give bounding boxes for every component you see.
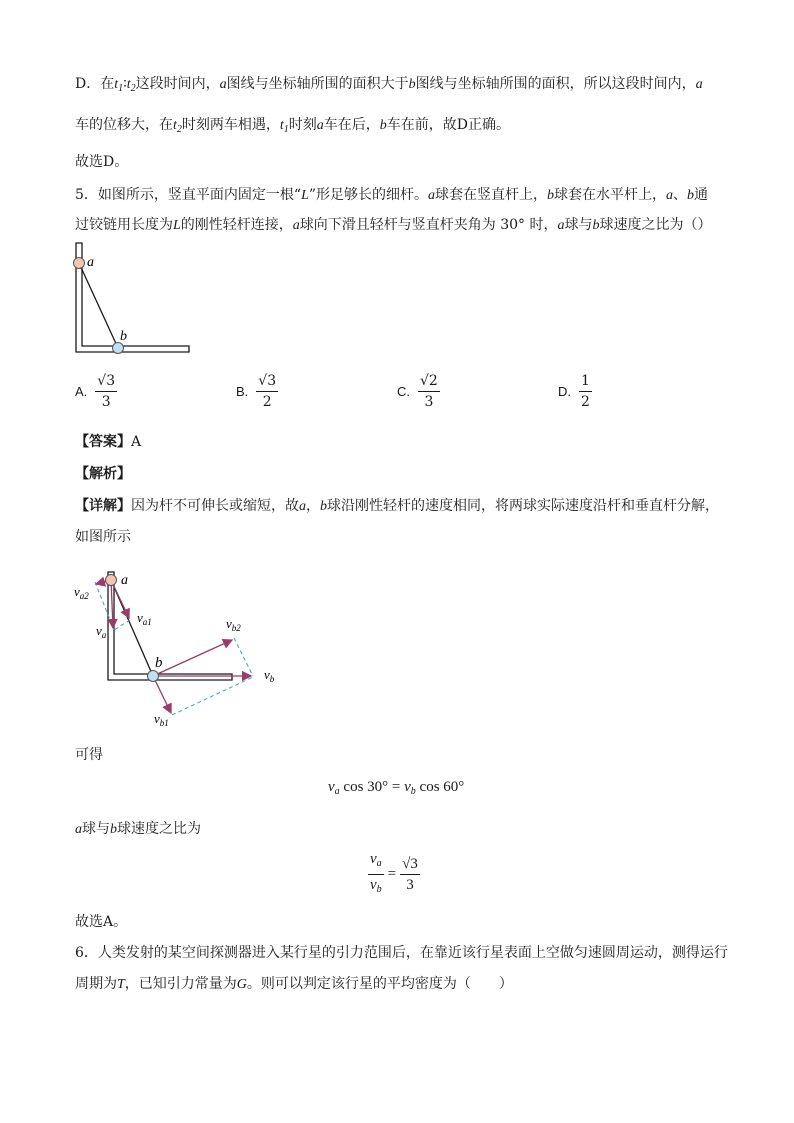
detail-line2: 如图所示	[75, 529, 131, 545]
select-d-text: 故选D。	[75, 154, 129, 170]
ball-a	[106, 575, 117, 586]
equation-1: $v_a$ $\cos 30^\circ = v_b$ cos 60°	[328, 779, 465, 797]
rigid-rod	[79, 263, 118, 348]
option-c[interactable]: C. $\frac{√2}{3}$	[397, 373, 438, 410]
select-a-text: 故选A。	[75, 914, 128, 930]
question-6-line2: 周期为T，已知引力常量为G。则可以判定该行星的平均密度为（ ）	[75, 976, 513, 992]
question-5-line1: 5．如图所示，竖直平面内固定一根“L”形足够长的细杆。a球套在竖直杆上，b球套在水平杆上，a、b通	[75, 187, 709, 203]
label-va2: $v_{a2}$	[74, 584, 89, 601]
option-d-explanation-line2: 车的位移大，在$t_2$时刻两车相遇，$t_1$时刻a车在后，b车在前，故D正确。	[75, 117, 511, 135]
dashed-guide	[114, 620, 130, 630]
option-d-explanation-line1: D．在$t_1∶t_2$这段时间内，a图线与坐标轴所围的面积大于b图线与坐标轴所围的面积，所以这段时间内，a	[75, 76, 703, 94]
ke-de-text: 可得	[75, 747, 103, 763]
label-va: $v_a$	[96, 623, 107, 640]
dashed-guide	[234, 638, 253, 676]
ball-a	[74, 258, 85, 269]
l-shaped-rod	[108, 572, 232, 680]
question-6-line1: 6．人类发射的某空间探测器进入某行星的引力范围后，在靠近该行星表面上空做匀速圆周运动，测得运行	[75, 945, 728, 961]
vector-vb1	[153, 676, 171, 713]
detail-line1: 【详解】因为杆不可伸长或缩短，故a，b球沿刚性轻杆的速度相同，将两球实际速度沿杆和垂直杆分解，	[75, 498, 719, 514]
label-b: b	[120, 329, 127, 344]
label-vb: $v_b$	[264, 667, 275, 684]
label-a: a	[87, 255, 94, 270]
label-vb1: $v_{b1}$	[154, 711, 169, 728]
question-5-line2: 过铰链用长度为L的刚性轻杆连接，a球向下滑且轻杆与竖直杆夹角为 30° 时，a球与b球速度之比为（）	[75, 217, 712, 233]
vector-vb2	[153, 640, 232, 676]
question-5-figure	[68, 240, 198, 360]
answer-line: 【答案】A	[75, 434, 142, 450]
ball-b	[148, 671, 159, 682]
velocity-decomposition-figure	[68, 560, 288, 730]
ratio-text: a球与b球速度之比为	[75, 821, 201, 837]
label-a: a	[121, 573, 128, 588]
option-a[interactable]: A. $\frac{√3}{3}$	[75, 373, 116, 410]
option-b[interactable]: B. $\frac{√3}{2}$	[236, 373, 277, 410]
equation-2: $\frac{v_a}{v_b}$ = $\frac{√3}{3}$	[370, 851, 418, 895]
ball-b	[113, 343, 124, 354]
option-d[interactable]: D. $\frac{1}{2}$	[558, 373, 590, 410]
label-b: b	[155, 655, 163, 671]
analysis-label: 【解析】	[75, 466, 131, 482]
label-va1: $v_{a1}$	[137, 610, 152, 627]
dashed-guide	[172, 677, 253, 715]
label-vb2: $v_{b2}$	[226, 616, 241, 633]
